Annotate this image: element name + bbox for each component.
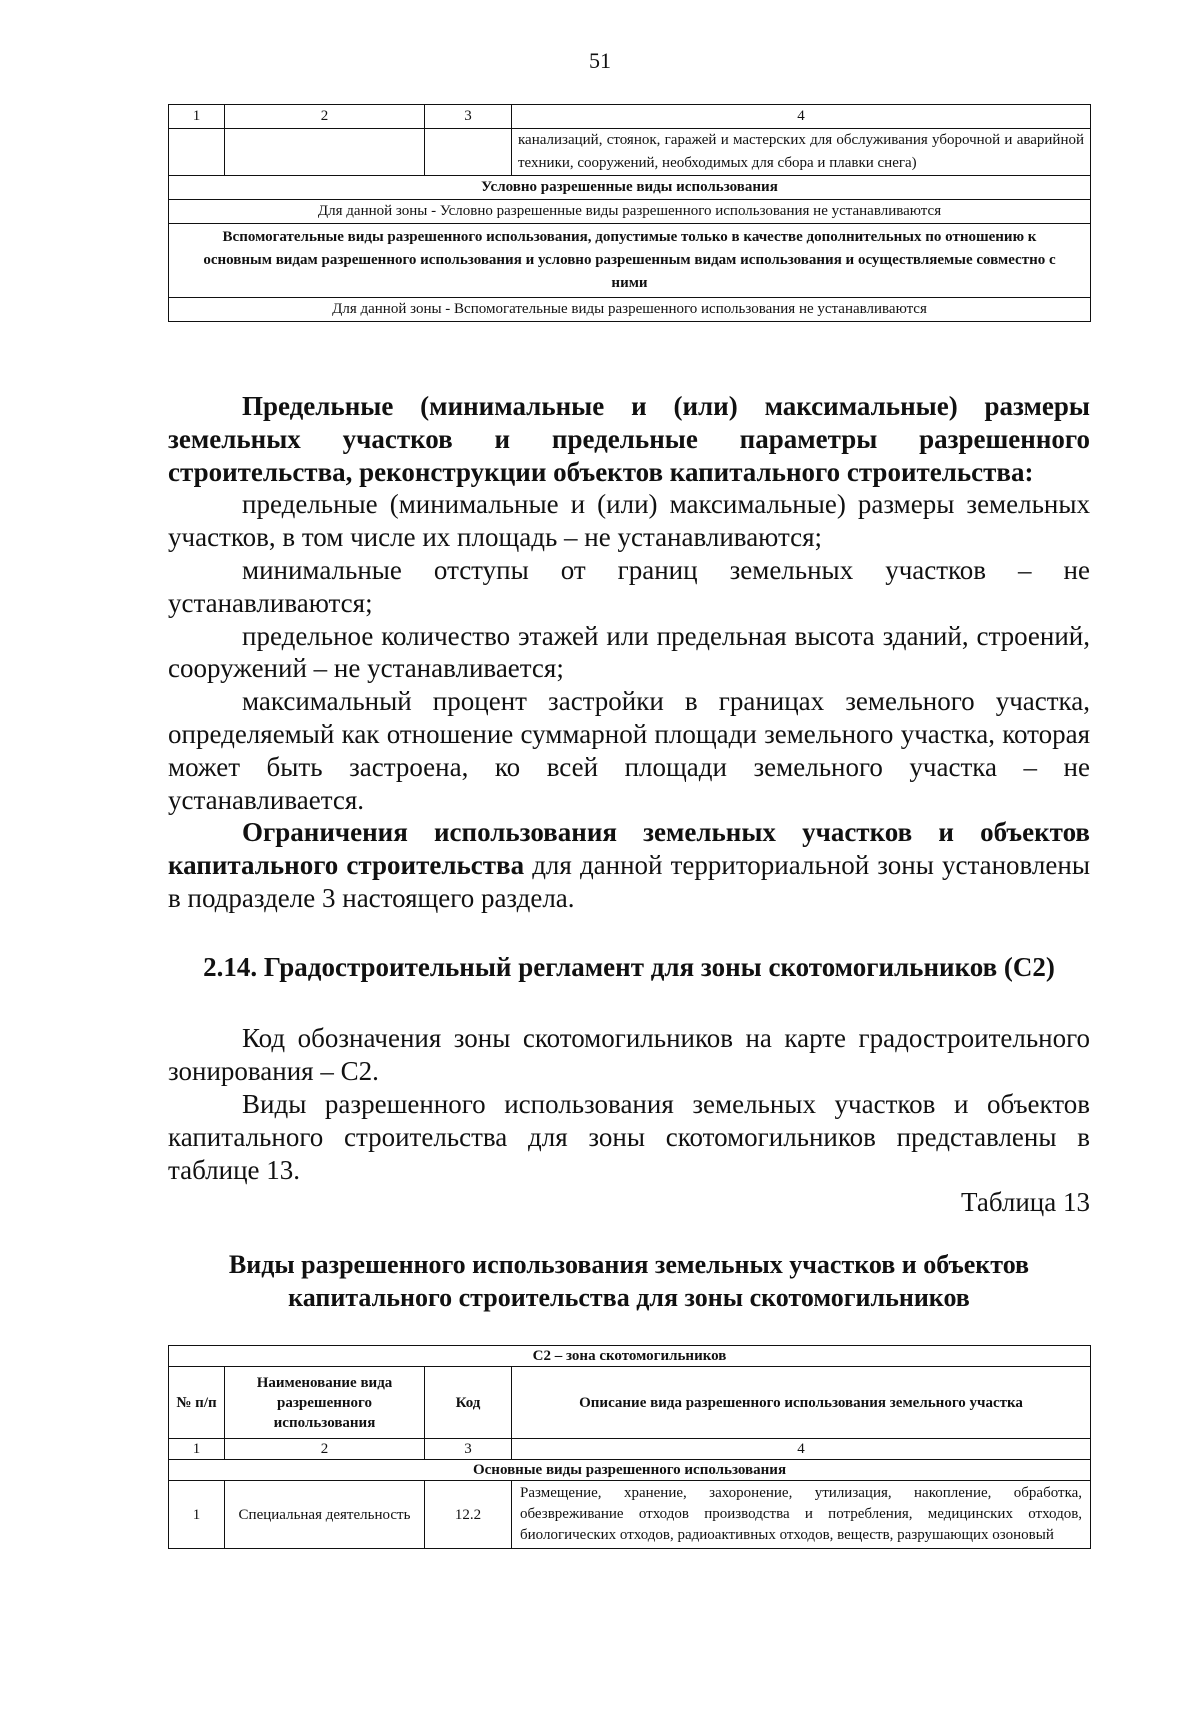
table-caption: Таблица 13	[961, 1187, 1090, 1217]
header-name: Наименование вида разрешенного использования	[225, 1367, 425, 1439]
limits-item: минимальные отступы от границ земельных участков – не устанавливаются;	[168, 554, 1090, 618]
table-row	[169, 224, 1091, 298]
table-row	[169, 200, 1091, 224]
column-number: 4	[512, 105, 1091, 129]
table-row	[169, 129, 1091, 176]
table-title-line: Виды разрешенного использования земельных участков и объектов	[228, 1250, 1030, 1279]
section-heading: 2.14. Градостроительный регламент для зоны скотомогильников (С2)	[203, 952, 1055, 982]
row-num: 1	[169, 1481, 225, 1549]
column-number: 1	[169, 105, 225, 129]
limits-item: предельное количество этажей или предельная высота зданий, строений, сооружений – не устанавливается;	[168, 620, 1090, 684]
main-uses-header: Основные виды разрешенного использования	[169, 1460, 1091, 1481]
row-description: Размещение, хранение, захоронение, утилизация, накопление, обработка, обезвреживание отходов производства и потребления, медицинских отходов, биологических отходов, радиоактивных отходов, веществ, разрушающих озоновый	[512, 1481, 1091, 1549]
zone-code-paragraph: Код обозначения зоны скотомогильников на карте градостроительного зонирования – С2.	[168, 1023, 1090, 1086]
conditional-uses-note: Для данной зоны - Условно разрешенные виды разрешенного использования не устанавливаются	[169, 200, 1091, 224]
zone-header: С2 – зона скотомогильников	[169, 1346, 1091, 1367]
table-row	[169, 105, 1091, 129]
table-row	[169, 176, 1091, 200]
limits-section	[168, 390, 1090, 915]
empty-cell	[225, 129, 425, 176]
empty-cell	[425, 129, 512, 176]
column-number: 1	[169, 1439, 225, 1460]
table-13	[168, 1345, 1091, 1549]
column-number: 3	[425, 1439, 512, 1460]
column-number: 2	[225, 105, 425, 129]
table-row	[169, 1439, 1091, 1460]
limits-item: максимальный процент застройки в границах земельного участка, определяемый как отношение суммарной площади земельного участка, которая может быть застроена, ко всей площади земельного участка – не устанавливается.	[168, 686, 1090, 815]
table-row	[169, 298, 1091, 322]
column-number: 3	[425, 105, 512, 129]
continuation-description: канализаций, стоянок, гаражей и мастерских для обслуживания уборочной и аварийной техники, сооружений, необходимых для сбора и плавки снега)	[512, 129, 1091, 176]
auxiliary-uses-header: Вспомогательные виды разрешенного использования, допустимые только в качестве дополнительных по отношению к основным видам разрешенного использования и условно разрешенным видам использования и осуществляемые совместно с ними	[169, 224, 1091, 298]
table-row	[169, 1481, 1091, 1549]
header-num: № п/п	[169, 1367, 225, 1439]
page-number: 51	[589, 48, 611, 73]
column-number: 2	[225, 1439, 425, 1460]
auxiliary-uses-note: Для данной зоны - Вспомогательные виды разрешенного использования не устанавливаются	[169, 298, 1091, 322]
table-continuation	[168, 104, 1091, 322]
restrictions-rest: для данной территориальной зоны установлены в подразделе 3 настоящего раздела.	[168, 850, 1090, 913]
table-title	[168, 1248, 1090, 1314]
limits-item: предельные (минимальные и (или) максимальные) размеры земельных участков, в том числе их площадь – не устанавливаются;	[168, 489, 1090, 553]
header-description: Описание вида разрешенного использования земельного участка	[512, 1367, 1091, 1439]
table-row	[169, 1460, 1091, 1481]
row-code: 12.2	[425, 1481, 512, 1549]
column-number: 4	[512, 1439, 1091, 1460]
conditional-uses-header: Условно разрешенные виды использования	[169, 176, 1091, 200]
table-row	[169, 1367, 1091, 1439]
table-row	[169, 1346, 1091, 1367]
section-text	[168, 1022, 1090, 1187]
empty-cell	[169, 129, 225, 176]
restrictions-paragraph	[168, 816, 1090, 914]
limits-heading: Предельные (минимальные и (или) максимальные) размеры земельных участков и предельные параметры разрешенного строительства, реконструкции объектов капитального строительства:	[168, 391, 1090, 487]
row-name: Специальная деятельность	[225, 1481, 425, 1549]
table-title-line: капитального строительства для зоны скотомогильников	[288, 1283, 970, 1312]
header-code: Код	[425, 1367, 512, 1439]
uses-paragraph: Виды разрешенного использования земельных участков и объектов капитального строительства для зоны скотомогильников представлены в таблице 13.	[168, 1089, 1090, 1185]
restrictions-bold: Ограничения использования земельных участков и объектов капитального строительства	[168, 817, 1090, 881]
